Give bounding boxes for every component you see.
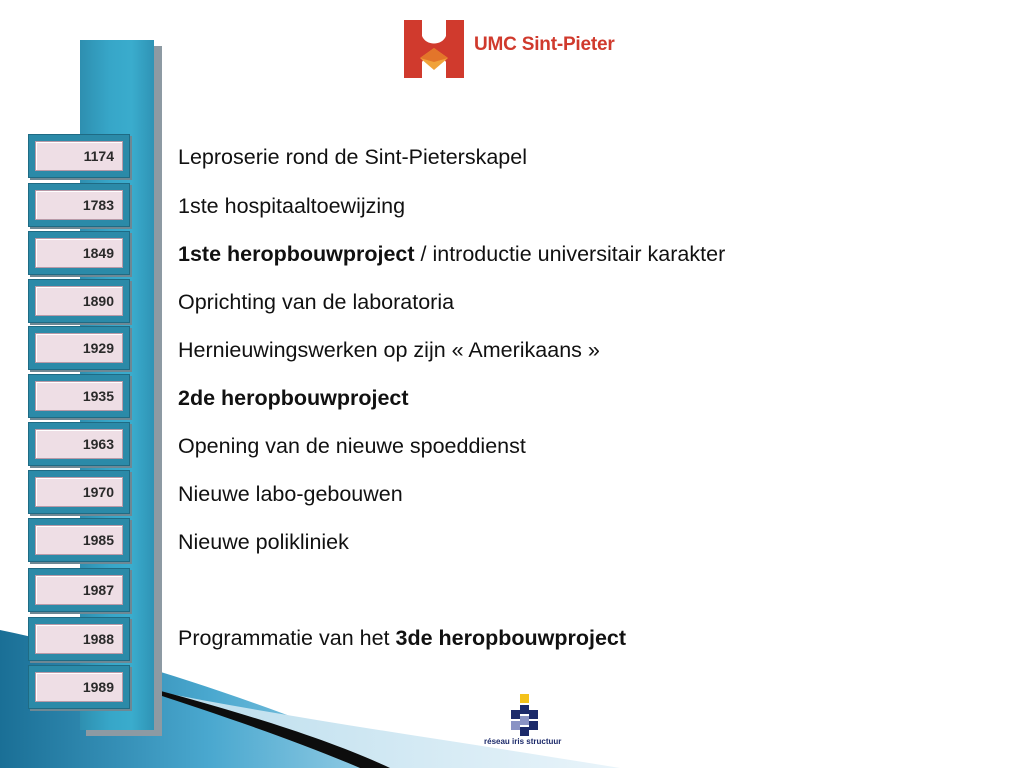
event-1970	[178, 484, 403, 506]
event-text-bold: 1ste heropbouwproject	[178, 242, 415, 266]
year-box-1783	[28, 183, 130, 227]
year-box-1985	[28, 518, 130, 562]
event-text: Oprichting van de laboratoria	[178, 290, 455, 314]
event-text: 1ste hospitaaltoewijzing	[178, 194, 406, 218]
event-1783	[178, 196, 405, 218]
event-1935	[178, 388, 409, 410]
year-box-1988	[28, 617, 130, 661]
year-box-1174	[28, 134, 130, 178]
event-1985	[178, 532, 349, 554]
umc-logo-text: UMC Sint-Pieter	[474, 34, 615, 55]
event-1963	[178, 436, 526, 458]
year-label: 1985	[82, 532, 114, 548]
year-label: 1963	[82, 436, 114, 452]
year-label: 1174	[83, 148, 114, 164]
event-1988	[178, 628, 626, 650]
year-label: 1989	[82, 679, 114, 695]
event-text: Leproserie rond de Sint-Pieterskapel	[178, 145, 527, 169]
event-1890	[178, 292, 454, 314]
year-label: 1783	[82, 197, 114, 213]
year-box-1970	[28, 470, 130, 514]
year-label: 1929	[82, 340, 114, 356]
event-text: Opening van de nieuwe spoeddienst	[178, 434, 526, 458]
event-1174	[178, 147, 527, 169]
year-label: 1935	[82, 388, 114, 404]
year-label: 1970	[82, 484, 114, 500]
event-1929	[178, 340, 600, 362]
year-box-1987	[28, 568, 130, 612]
year-label: 1987	[82, 582, 114, 598]
year-box-1890	[28, 279, 130, 323]
event-text: Nieuwe polikliniek	[178, 530, 349, 554]
event-1849	[178, 244, 725, 266]
year-label: 1890	[82, 293, 114, 309]
year-box-1989	[28, 665, 130, 709]
event-text: Programmatie van het	[178, 626, 396, 650]
year-label: 1988	[82, 631, 114, 647]
year-label: 1849	[82, 245, 114, 261]
event-text: Hernieuwingswerken op zijn « Amerikaans »	[178, 338, 600, 362]
iris-network-icon	[508, 694, 542, 738]
year-box-1935	[28, 374, 130, 418]
event-text: Nieuwe labo-gebouwen	[178, 482, 403, 506]
year-box-1963	[28, 422, 130, 466]
umc-shield-icon	[402, 18, 466, 80]
year-box-1929	[28, 326, 130, 370]
iris-logo-text: réseau iris structuur	[484, 737, 562, 746]
year-box-1849	[28, 231, 130, 275]
event-text-bold: 2de heropbouwproject	[178, 386, 409, 410]
event-text-rest: / introductie universitair karakter	[414, 242, 726, 266]
event-text-bold: 3de heropbouwproject	[395, 626, 627, 650]
